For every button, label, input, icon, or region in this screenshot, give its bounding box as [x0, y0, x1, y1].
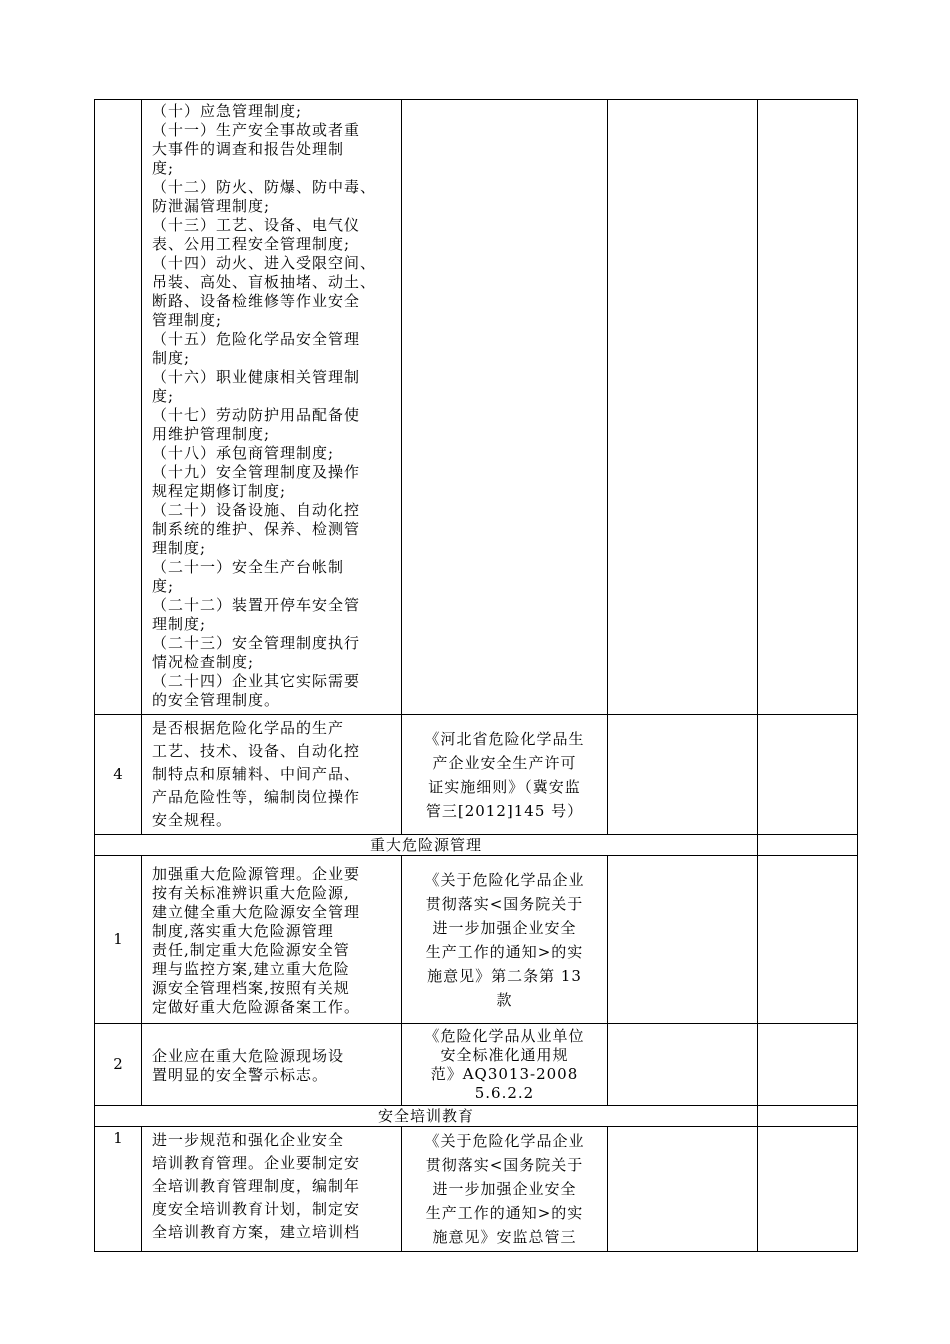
result-cell: [608, 1024, 758, 1106]
basis-cell: [402, 1127, 608, 1252]
table-row: [95, 856, 858, 1024]
section-title: 安全培训教育: [95, 1106, 758, 1127]
check-item-line: 表、公用工程安全管理制度;: [152, 235, 351, 253]
check-item-line: （十）应急管理制度;: [152, 102, 303, 120]
basis-line: 证实施细则》（冀安监: [428, 777, 581, 796]
basis-cell: [402, 1024, 608, 1106]
remark-cell: [758, 835, 858, 856]
row-number: [95, 100, 142, 715]
check-item-line: （二十四）企业其它实际需要: [152, 672, 361, 690]
basis-line: 产企业安全生产许可: [432, 753, 577, 772]
check-item-line: 的安全管理制度。: [152, 691, 281, 709]
check-item-line: 制特点和原辅料、中间产品、: [152, 765, 361, 783]
basis-line: 《关于危险化学品企业: [424, 870, 585, 889]
check-item-line: （十一）生产安全事故或者重: [152, 121, 361, 139]
table-row: [95, 1024, 858, 1106]
check-item-line: （十九）安全管理制度及操作: [152, 463, 361, 481]
check-item-line: 防泄漏管理制度;: [152, 197, 271, 215]
check-item-line: （十三）工艺、设备、电气仪: [152, 216, 361, 234]
remark-cell: [758, 1106, 858, 1127]
basis-line: 《危险化学品从业单位: [424, 1026, 585, 1045]
basis-line: 生产工作的通知>的实: [425, 942, 584, 961]
check-item: [142, 1127, 402, 1252]
check-item-line: 进一步规范和强化企业安全: [152, 1131, 345, 1149]
row-number: 1: [95, 1127, 142, 1252]
check-item-line: 源安全管理档案,按照有关规: [152, 978, 350, 997]
table-row: [95, 715, 858, 835]
result-cell: [608, 100, 758, 715]
result-cell: [608, 715, 758, 835]
basis-line: 范》AQ3013-2008: [430, 1064, 579, 1083]
remark-cell: [758, 715, 858, 835]
check-item-line: 全培训教育管理制度，编制年: [152, 1177, 361, 1195]
remark-cell: [758, 1024, 858, 1106]
check-item-line: 管理制度;: [152, 311, 223, 329]
check-item-line: 规程定期修订制度;: [152, 482, 287, 500]
check-item-line: 企业应在重大危险源现场设: [152, 1046, 345, 1065]
basis-line: 贯彻落实<国务院关于: [425, 1156, 584, 1174]
check-item-line: 按有关标准辨识重大危险源,: [152, 883, 350, 902]
check-item-line: 度安全培训教育计划，制定安: [152, 1200, 361, 1218]
check-item-line: （二十）设备设施、自动化控: [152, 501, 361, 519]
check-item-line: 吊装、高处、盲板抽堵、动土、: [152, 273, 377, 291]
check-item-line: 培训教育管理。企业要制定安: [152, 1154, 361, 1172]
basis-line: 款: [496, 990, 513, 1009]
result-cell: [608, 856, 758, 1024]
basis-line: 施意见》第二条第 13: [427, 966, 582, 985]
check-item-line: （十八）承包商管理制度;: [152, 444, 335, 462]
basis-line: 管三[2012]145 号）: [425, 801, 584, 820]
check-item-line: （十四）动火、进入受限空间、: [152, 254, 377, 272]
basis-line: 贯彻落实<国务院关于: [425, 894, 584, 913]
check-item-line: （十二）防火、防爆、防中毒、: [152, 178, 377, 196]
check-item-line: 大事件的调查和报告处理制: [152, 140, 345, 158]
check-item-line: 用维护管理制度;: [152, 425, 271, 443]
row-number: 1: [95, 856, 142, 1024]
check-item-line: （二十三）安全管理制度执行: [152, 634, 361, 652]
basis-line: 生产工作的通知>的实: [425, 1204, 584, 1222]
table-row: [95, 1127, 858, 1252]
basis-line: 进一步加强企业安全: [432, 1180, 577, 1198]
check-item-line: 情况检查制度;: [152, 653, 255, 671]
check-item-line: 制系统的维护、保养、检测管: [152, 520, 361, 538]
section-header-training: [95, 1106, 858, 1127]
check-item-line: 加强重大危险源管理。企业要: [152, 864, 361, 883]
check-item: [142, 100, 402, 715]
check-item: [142, 1024, 402, 1106]
check-item-line: （十六）职业健康相关管理制: [152, 368, 361, 386]
basis-line: 安全标准化通用规: [440, 1045, 569, 1064]
check-item-line: 度;: [152, 387, 175, 405]
result-cell: [608, 1127, 758, 1252]
basis-cell: [402, 856, 608, 1024]
row-number: 2: [95, 1024, 142, 1106]
remark-cell: [758, 100, 858, 715]
check-item: [142, 715, 402, 835]
check-item-line: 建立健全重大危险源安全管理: [152, 902, 361, 921]
check-item-line: （二十一）安全生产台帐制: [152, 558, 345, 576]
basis-line: 施意见》安监总管三: [432, 1228, 577, 1246]
check-item-line: 度;: [152, 577, 175, 595]
check-item-line: 断路、设备检维修等作业安全: [152, 292, 361, 310]
check-item-line: 安全规程。: [152, 811, 233, 829]
check-item-line: 度;: [152, 159, 175, 177]
table-row-continued: [95, 100, 858, 715]
check-item-line: 制度,落实重大危险源管理: [152, 921, 334, 940]
remark-cell: [758, 856, 858, 1024]
check-item-line: （十五）危险化学品安全管理: [152, 330, 361, 348]
basis-line: 进一步加强企业安全: [432, 918, 577, 937]
check-item-line: 理制度;: [152, 615, 207, 633]
check-item-line: 置明显的安全警示标志。: [152, 1065, 329, 1084]
inspection-table: [94, 99, 858, 1252]
check-item-line: 责任,制定重大危险源安全管: [152, 940, 350, 959]
basis-line: 《河北省危险化学品生: [424, 729, 585, 748]
check-item-line: 理与监控方案,建立重大危险: [152, 959, 350, 978]
section-title: 重大危险源管理: [95, 835, 758, 856]
row-number: 4: [95, 715, 142, 835]
basis-cell: [402, 715, 608, 835]
check-item: [142, 856, 402, 1024]
remark-cell: [758, 1127, 858, 1252]
basis-line: 《关于危险化学品企业: [424, 1132, 585, 1150]
check-item-line: 定做好重大危险源备案工作。: [152, 997, 361, 1016]
check-item-line: （二十二）装置开停车安全管: [152, 596, 361, 614]
basis-cell: [402, 100, 608, 715]
check-item-line: 制度;: [152, 349, 191, 367]
section-header-major-hazard: [95, 835, 858, 856]
check-item-line: 工艺、技术、设备、自动化控: [152, 742, 361, 760]
check-item-line: 是否根据危险化学品的生产: [152, 719, 345, 737]
check-item-line: （十七）劳动防护用品配备使: [152, 406, 361, 424]
check-item-line: 全培训教育方案，建立培训档: [152, 1223, 361, 1241]
basis-line: 5.6.2.2: [474, 1083, 535, 1102]
check-item-line: 产品危险性等，编制岗位操作: [152, 788, 361, 806]
check-item-line: 理制度;: [152, 539, 207, 557]
